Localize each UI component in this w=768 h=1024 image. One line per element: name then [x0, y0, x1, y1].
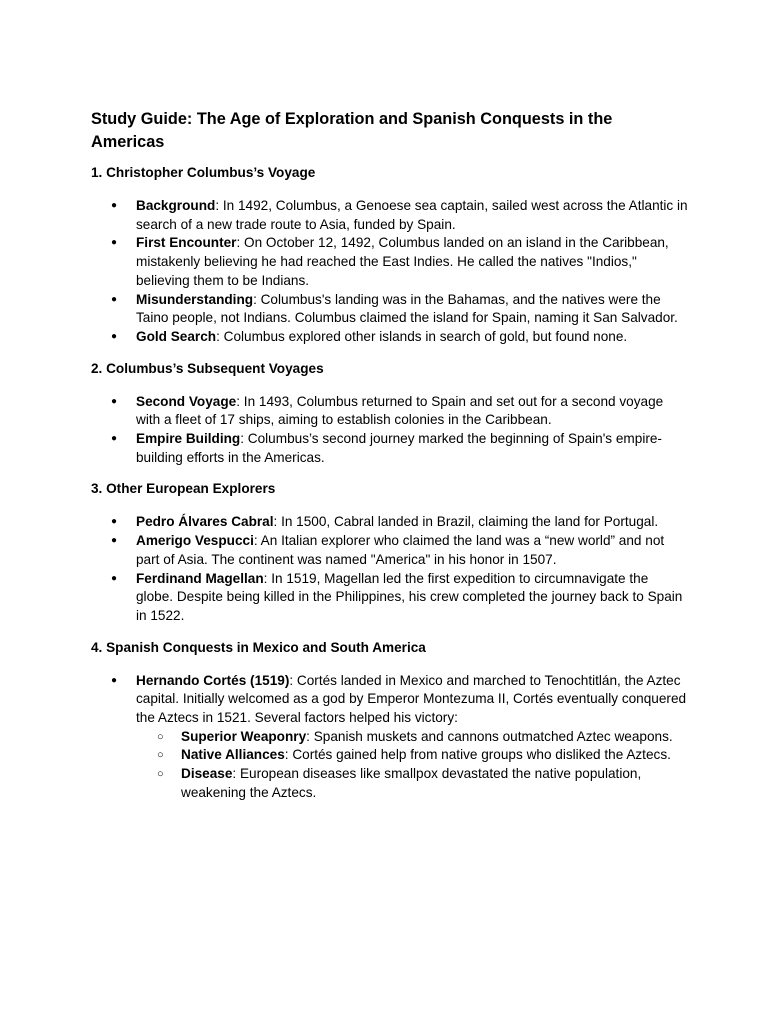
section-heading: 1. Christopher Columbus’s Voyage: [91, 165, 316, 180]
list-item: [136, 430, 688, 467]
bullet-list: [91, 513, 688, 625]
section-heading: 3. Other European Explorers: [91, 481, 276, 497]
item-term: Second Voyage: [136, 393, 237, 409]
item-term: Misunderstanding: [136, 291, 254, 307]
item-text: : Cortés landed in Mexico and marched to Tenochtitlán, the Aztec capital. Initially welcomed as a god by Emperor Montezuma II, Cortés eventually conquered the Aztecs in 1521. Several factors helped his victory:: [136, 672, 687, 726]
item-term: Empire Building: [136, 431, 241, 447]
list-item: [136, 393, 688, 430]
sub-list-item: [181, 765, 688, 802]
item-text: : Columbus's landing was in the Bahamas, and the natives were the Taino people, not Indians. Columbus claimed the island for Spain, naming it San Salvador.: [136, 291, 678, 326]
item-text: : Cortés gained help from native groups who disliked the Aztecs.: [284, 747, 671, 763]
item-text: : In 1519, Magellan led the first expedition to circumnavigate the globe. Despite being killed in the Philippines, his crew completed the journey back to Spain in 1522.: [136, 570, 683, 623]
list-item: [136, 197, 688, 234]
item-text: : In 1493, Columbus returned to Spain and set out for a second voyage with a fleet of 17 ships, aiming to establish colonies in the Caribbean.: [136, 393, 664, 428]
bullet-list: [91, 672, 688, 803]
item-text: : An Italian explorer who claimed the land was a “new world” and not part of Asia. The continent was named "America" in his honor in 1507.: [136, 533, 665, 567]
item-term: Hernando Cortés (1519): [136, 672, 290, 688]
section-heading: 4. Spanish Conquests in Mexico and South America: [91, 639, 426, 655]
item-term: First Encounter: [136, 235, 237, 251]
item-term: Gold Search: [136, 328, 217, 344]
document-title: Study Guide: The Age of Exploration and Spanish Conquests in the Americas: [91, 110, 613, 151]
section-heading: 2. Columbus’s Subsequent Voyages: [91, 360, 324, 376]
item-term: Ferdinand Magellan: [136, 570, 264, 586]
item-text: : European diseases like smallpox devastated the native population, weakening the Aztecs.: [181, 766, 642, 800]
item-term: Disease: [181, 766, 233, 782]
list-item: [136, 291, 688, 328]
item-text: : In 1492, Columbus, a Genoese sea captain, sailed west across the Atlantic in search of a new trade route to Asia, funded by Spain.: [136, 198, 688, 232]
bullet-list: [91, 393, 688, 468]
item-text: : On October 12, 1492, Columbus landed on an island in the Caribbean, mistakenly believing he had reached the East Indies. He called the natives "Indios," believing them to be Indians.: [136, 235, 669, 288]
item-text: : Columbus’s second journey marked the beginning of Spain's empire-building efforts in the Americas.: [136, 431, 662, 465]
list-item: [136, 513, 688, 532]
item-term: Amerigo Vespucci: [136, 533, 254, 549]
item-text: : In 1500, Cabral landed in Brazil, claiming the land for Portugal.: [273, 514, 659, 530]
list-item: [136, 234, 688, 290]
list-item: [136, 570, 688, 626]
list-item: [136, 672, 688, 803]
list-item: [136, 532, 688, 569]
item-term: Pedro Álvares Cabral: [136, 514, 274, 530]
list-item: [136, 328, 688, 347]
sub-bullet-list: [136, 728, 688, 803]
item-text: : Spanish muskets and cannons outmatched Aztec weapons.: [306, 728, 673, 744]
item-term: Native Alliances: [181, 747, 285, 763]
item-term: Superior Weaponry: [181, 728, 307, 744]
item-term: Background: [136, 198, 216, 213]
item-text: : Columbus explored other islands in search of gold, but found none.: [216, 328, 628, 344]
sub-list-item: [181, 746, 688, 765]
bullet-list: [91, 197, 688, 347]
sub-list-item: [181, 728, 688, 747]
